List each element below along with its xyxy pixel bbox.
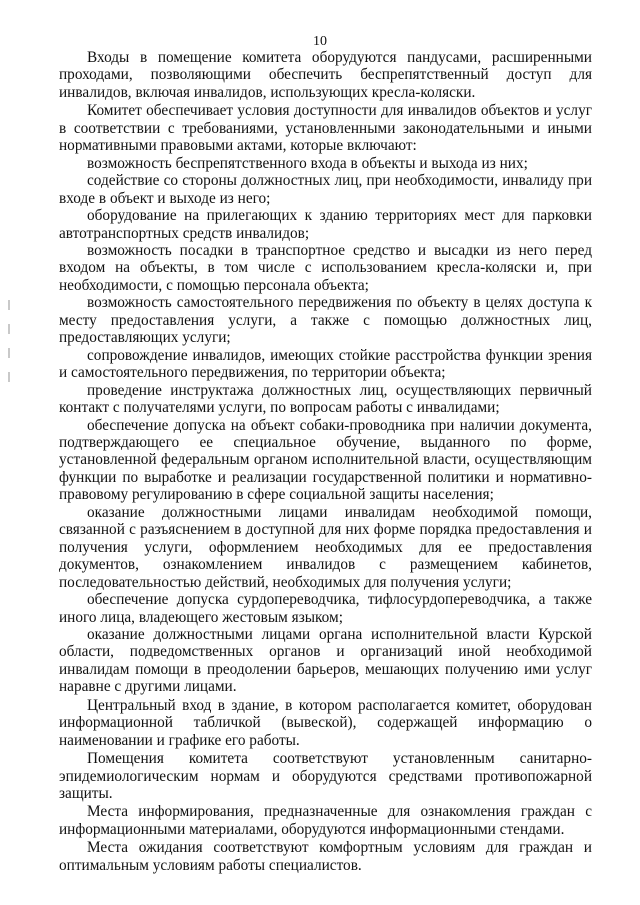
paragraph: Места информирования, предназначенные для ознакомления граждан с информационными материалами, оборудуются информационными стендами.: [59, 803, 592, 838]
margin-mark: [8, 300, 10, 310]
list-item: проведение инструктажа должностных лиц, осуществляющих первичный контакт с получателями услуги, по вопросам работы с инвалидами;: [59, 381, 592, 417]
paragraph: Помещения комитета соответствуют установленным санитарно-эпидемиологическим нормам и оборудуются средствами противопожарной защиты.: [59, 750, 592, 803]
paragraph: Центральный вход в здание, в котором располагается комитет, оборудован информационной табличкой (вывеской), содержащей информацию о наименовании и графике его работы.: [59, 696, 592, 749]
list-item: обеспечение допуска на объект собаки-проводника при наличии документа, подтверждающего ее специальное обучение, выданного по форме, установленной федеральным органом исполнительной власти, осуществляющим функции по выработке и реализации государственной политики и нормативно-правовому регулированию в сфере социальной защиты населения;: [59, 416, 592, 504]
list-item: обеспечение допуска сурдопереводчика, тифлосурдопереводчика, а также иного лица, владеющего жестовым языком;: [59, 591, 592, 626]
paragraph: Комитет обеспечивает условия доступности для инвалидов объектов и услуг в соответствии с требованиями, установленными законодательными и иными нормативными правовыми актами, которые включают:: [59, 102, 592, 155]
paragraph: Места ожидания соответствуют комфортным условиям для граждан и оптимальным условиям работы специалистов.: [59, 839, 592, 874]
paragraph: Входы в помещение комитета оборудуются пандусами, расширенными проходами, позволяющими обеспечить беспрепятственный доступ для инвалидов, включая инвалидов, использующих кресла-коляски.: [59, 49, 592, 101]
margin-mark: [8, 372, 10, 382]
list-item: оборудование на прилегающих к зданию территориях мест для парковки автотранспортных средств инвалидов;: [59, 207, 592, 242]
page-number: 10: [313, 34, 327, 49]
scan-margin-marks: [6, 300, 12, 430]
list-item: оказание должностными лицами инвалидам необходимой помощи, связанной с разъяснением в доступной для них форме порядка предоставления и получения услуги, оформлением необходимых для ее предоставления документов, ознакомлением инвалидов с размещением кабинетов, последовательностью действий, необходимых для получения услуги;: [59, 503, 592, 591]
document-body: [59, 49, 592, 874]
list-item: содействие со стороны должностных лиц, при необходимости, инвалиду при входе в объект и выходе из него;: [59, 172, 592, 207]
list-item: возможность посадки в транспортное средство и высадки из него перед входом на объекты, в том числе с использованием кресла-коляски и, при необходимости, с помощью персонала объекта;: [59, 241, 592, 294]
list-item: сопровождение инвалидов, имеющих стойкие расстройства функции зрения и самостоятельного передвижения, по территории объекта;: [59, 346, 592, 382]
list-item: оказание должностными лицами органа исполнительной власти Курской области, подведомственных органов и организаций иной необходимой инвалидам помощи в преодолении барьеров, мешающих получению ими услуг наравне с другими лицами.: [59, 625, 592, 696]
margin-mark: [8, 324, 10, 334]
list-item: возможность самостоятельного передвижения по объекту в целях доступа к месту предоставления услуги, а также с помощью должностных лиц, предоставляющих услуги;: [59, 294, 592, 347]
list-item: возможность беспрепятственного входа в объекты и выхода из них;: [87, 154, 528, 172]
margin-mark: [8, 348, 10, 358]
